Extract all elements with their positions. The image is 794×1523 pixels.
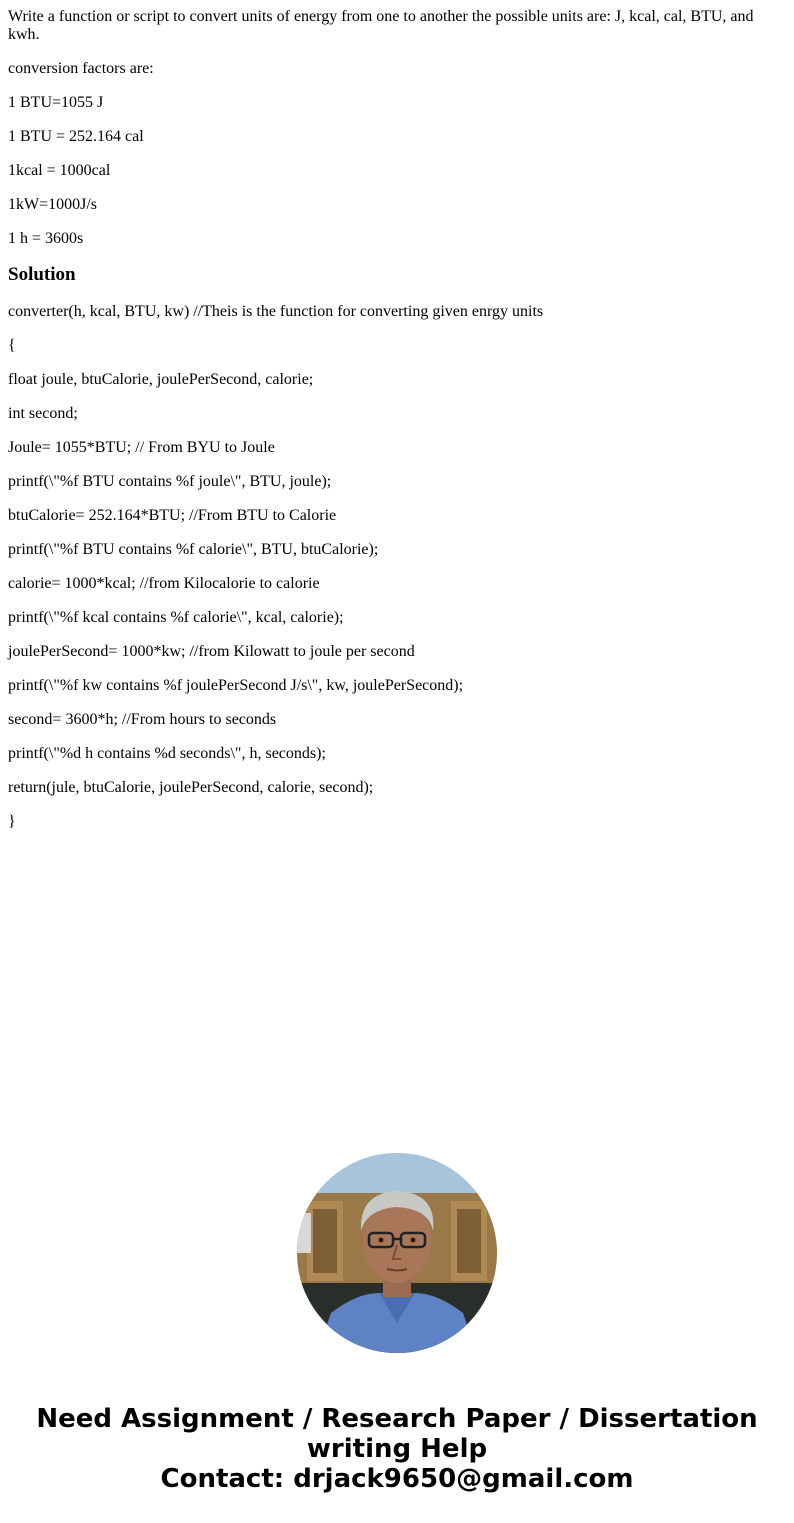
solution-line: return(jule, btuCalorie, joulePerSecond, calorie, second); (8, 779, 374, 796)
solution-line: printf(\"%d h contains %d seconds\", h, seconds); (8, 745, 326, 762)
solution-heading: Solution (8, 264, 76, 285)
contact-email: Contact: drjack9650@gmail.com (160, 1464, 634, 1494)
contact-banner (0, 1404, 794, 1494)
solution-line: calorie= 1000*kcal; //from Kilocalorie to calorie (8, 575, 320, 592)
solution-line: Joule= 1055*BTU; // From BYU to Joule (8, 439, 275, 456)
solution-line: printf(\"%f kw contains %f joulePerSecond J/s\", kw, joulePerSecond); (8, 677, 464, 694)
solution-line: second= 3600*h; //From hours to seconds (8, 711, 277, 728)
document-content (8, 8, 786, 847)
conversion-factor: 1kcal = 1000cal (8, 162, 111, 179)
person-portrait-icon (297, 1153, 497, 1353)
question-text: Write a function or script to convert units of energy from one to another the possible units are: J, kcal, cal, BTU, and kwh. (8, 8, 758, 43)
solution-line: printf(\"%f BTU contains %f joule\", BTU, joule); (8, 473, 332, 490)
conversion-intro: conversion factors are: (8, 60, 154, 77)
solution-line: printf(\"%f kcal contains %f calorie\", kcal, calorie); (8, 609, 344, 626)
conversion-factor: 1 BTU=1055 J (8, 94, 104, 111)
banner-line: writing Help (306, 1434, 488, 1464)
conversion-factor: 1 h = 3600s (8, 230, 84, 247)
author-photo (297, 1153, 497, 1353)
solution-line: converter(h, kcal, BTU, kw) //Theis is the function for converting given enrgy units (8, 303, 544, 320)
solution-line: float joule, btuCalorie, joulePerSecond, calorie; (8, 371, 314, 388)
solution-line: { (8, 337, 16, 354)
banner-line: Need Assignment / Research Paper / Dissertation (36, 1404, 758, 1434)
conversion-factor: 1 BTU = 252.164 cal (8, 128, 144, 145)
conversion-factor: 1kW=1000J/s (8, 196, 98, 213)
solution-line: btuCalorie= 252.164*BTU; //From BTU to Calorie (8, 507, 337, 524)
solution-line: printf(\"%f BTU contains %f calorie\", BTU, btuCalorie); (8, 541, 379, 558)
solution-line: int second; (8, 405, 78, 422)
solution-line: joulePerSecond= 1000*kw; //from Kilowatt to joule per second (8, 643, 415, 660)
solution-line: } (8, 813, 16, 830)
